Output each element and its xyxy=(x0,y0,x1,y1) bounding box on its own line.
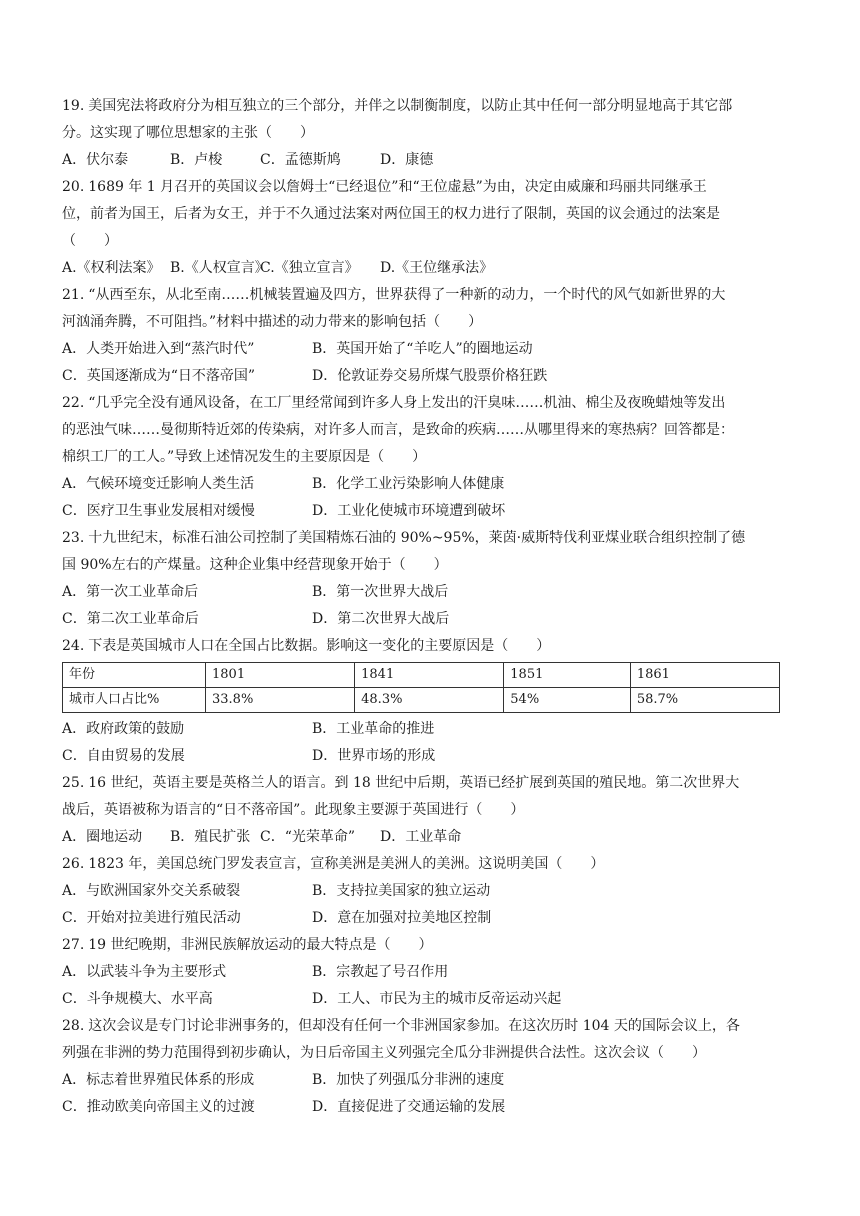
question-24 xyxy=(62,633,792,770)
options-row xyxy=(62,959,792,986)
option-c[interactable]: C．“光荣革命” xyxy=(260,829,356,845)
question-number: 21. xyxy=(62,287,85,303)
question-stem xyxy=(62,633,792,660)
options-row xyxy=(62,363,792,390)
question-text: 16 世纪，英语主要是英格兰人的语言。到 18 世纪中后期，英语已经扩展到英国的殖民地。第二次世界大 xyxy=(88,775,740,791)
question-28 xyxy=(62,1013,792,1121)
question-stem-line xyxy=(62,417,792,444)
question-stem-line xyxy=(62,201,792,228)
option-a[interactable]: A．气候环境变迁影响人类生活 xyxy=(62,476,255,492)
question-stem-line xyxy=(62,309,792,336)
options-row xyxy=(62,1094,792,1121)
option-d[interactable]: D．直接促进了交通运输的发展 xyxy=(312,1099,506,1115)
options-row xyxy=(62,1067,792,1094)
table-cell: 58.7% xyxy=(630,688,779,713)
table-cell: 48.3% xyxy=(355,688,504,713)
option-d[interactable]: D.《王位继承法》 xyxy=(380,260,494,276)
option-c[interactable]: C．孟德斯鸠 xyxy=(260,152,341,168)
question-21 xyxy=(62,282,792,390)
option-c[interactable]: C．自由贸易的发展 xyxy=(62,748,185,764)
options-row xyxy=(62,147,792,174)
table-cell: 1841 xyxy=(355,663,504,688)
question-stem xyxy=(62,770,792,797)
question-stem-line xyxy=(62,228,792,255)
option-b[interactable]: B．加快了列强瓜分非洲的速度 xyxy=(312,1072,505,1088)
option-d[interactable]: D．第二次世界大战后 xyxy=(312,611,450,627)
question-stem-line xyxy=(62,552,792,579)
question-number: 22. xyxy=(62,395,85,411)
option-a[interactable]: A．标志着世界殖民体系的形成 xyxy=(62,1072,255,1088)
question-text: （ ） xyxy=(62,233,118,249)
question-number: 19. xyxy=(62,98,85,114)
option-b[interactable]: B．殖民扩张 xyxy=(170,829,251,845)
option-b[interactable]: B.《人权宣言》 xyxy=(170,260,269,276)
question-text: “几乎完全没有通风设备，在工厂里经常闻到许多人身上发出的汗臭味……机油、棉尘及夜晚蜡烛等发出 xyxy=(88,395,726,411)
question-text: 下表是英国城市人口在全国占比数据。影响这一变化的主要原因是（ ） xyxy=(88,638,551,654)
table-row xyxy=(63,688,780,713)
question-number: 24. xyxy=(62,638,85,654)
table-cell: 1861 xyxy=(630,663,779,688)
question-text: 美国宪法将政府分为相互独立的三个部分，并伴之以制衡制度，以防止其中任何一部分明显地高于其它部 xyxy=(88,98,733,114)
option-a[interactable]: A．与欧洲国家外交关系破裂 xyxy=(62,883,241,899)
table-cell: 33.8% xyxy=(206,688,355,713)
options-row xyxy=(62,471,792,498)
question-number: 23. xyxy=(62,530,85,546)
question-text: 分。这实现了哪位思想家的主张（ ） xyxy=(62,125,314,141)
options-row xyxy=(62,336,792,363)
option-a[interactable]: A．以武装斗争为主要形式 xyxy=(62,964,227,980)
options-row xyxy=(62,743,792,770)
question-stem xyxy=(62,282,792,309)
question-text: 战后，英语被称为语言的“日不落帝国”。此现象主要源于英国进行（ ） xyxy=(62,802,525,818)
option-c[interactable]: C．开始对拉美进行殖民活动 xyxy=(62,910,241,926)
table-cell: 54% xyxy=(504,688,631,713)
table-cell: 年份 xyxy=(63,663,206,688)
option-a[interactable]: A．人类开始进入到“蒸汽时代” xyxy=(62,341,255,357)
question-stem-line xyxy=(62,797,792,824)
option-d[interactable]: D．康德 xyxy=(380,152,434,168)
question-stem xyxy=(62,932,792,959)
option-c[interactable]: C．斗争规模大、水平高 xyxy=(62,991,213,1007)
question-text: “从西至东，从北至南……机械装置遍及四方，世界获得了一种新的动力，一个时代的风气如新世界的大 xyxy=(88,287,726,303)
option-d[interactable]: D．世界市场的形成 xyxy=(312,748,436,764)
question-stem xyxy=(62,851,792,878)
option-a[interactable]: A．第一次工业革命后 xyxy=(62,584,199,600)
option-b[interactable]: B．支持拉美国家的独立运动 xyxy=(312,883,491,899)
question-text: 河汹涌奔腾，不可阻挡。”材料中描述的动力带来的影响包括（ ） xyxy=(62,314,483,330)
question-stem xyxy=(62,525,792,552)
population-table xyxy=(62,662,780,713)
question-stem xyxy=(62,174,792,201)
option-a[interactable]: A．伏尔泰 xyxy=(62,152,129,168)
question-number: 20. xyxy=(62,179,85,195)
question-26 xyxy=(62,851,792,932)
question-text: 十九世纪末，标准石油公司控制了美国精炼石油的 90%~95%，莱茵·威斯特伐利亚煤业联合组织控制了德 xyxy=(88,530,746,546)
options-row xyxy=(62,824,792,851)
option-b[interactable]: B．工业革命的推进 xyxy=(312,721,435,737)
question-25 xyxy=(62,770,792,851)
question-text: 1689 年 1 月召开的英国议会以詹姆士“已经退位”和“王位虚悬”为由，决定由威廉和玛丽共同继承王 xyxy=(88,179,707,195)
question-stem-line xyxy=(62,444,792,471)
option-c[interactable]: C．推动欧美向帝国主义的过渡 xyxy=(62,1099,255,1115)
options-row xyxy=(62,986,792,1013)
question-23 xyxy=(62,525,792,633)
question-number: 28. xyxy=(62,1018,85,1034)
question-20 xyxy=(62,174,792,282)
option-b[interactable]: B．宗教起了号召作用 xyxy=(312,964,449,980)
options-row xyxy=(62,498,792,525)
table-cell: 城市人口占比% xyxy=(63,688,206,713)
question-stem xyxy=(62,390,792,417)
question-text: 1823 年，美国总统门罗发表宣言，宣称美洲是美洲人的美洲。这说明美国（ ） xyxy=(88,856,605,872)
option-a[interactable]: A.《权利法案》 xyxy=(62,260,161,276)
table-cell: 1801 xyxy=(206,663,355,688)
table-cell: 1851 xyxy=(504,663,631,688)
option-d[interactable]: D．工业革命 xyxy=(380,829,462,845)
question-text: 19 世纪晚期，非洲民族解放运动的最大特点是（ ） xyxy=(88,937,433,953)
option-a[interactable]: A．政府政策的鼓励 xyxy=(62,721,185,737)
options-row xyxy=(62,579,792,606)
options-row xyxy=(62,905,792,932)
question-stem-line xyxy=(62,120,792,147)
question-number: 25. xyxy=(62,775,85,791)
question-27 xyxy=(62,932,792,1013)
question-text: 这次会议是专门讨论非洲事务的，但却没有任何一个非洲国家参加。在这次历时 104 天的国际会议上，各 xyxy=(88,1018,740,1034)
question-text: 位，前者为国王，后者为女王，并于不久通过法案对两位国王的权力进行了限制，英国的议会通过的法案是 xyxy=(62,206,720,222)
option-b[interactable]: B．卢梭 xyxy=(170,152,223,168)
options-row xyxy=(62,878,792,905)
table-header-row xyxy=(63,663,780,688)
option-c[interactable]: C.《独立宣言》 xyxy=(260,260,359,276)
question-stem xyxy=(62,93,792,120)
options-row xyxy=(62,255,792,282)
option-b[interactable]: B．第一次世界大战后 xyxy=(312,584,449,600)
question-text: 棉织工厂的工人。”导致上述情况发生的主要原因是（ ） xyxy=(62,449,427,465)
option-c[interactable]: C．英国逐渐成为“日不落帝国” xyxy=(62,368,256,384)
question-text: 的恶浊气味……曼彻斯特近郊的传染病，对许多人而言，是致命的疾病……从哪里得来的寒热病？回答都是： xyxy=(62,422,734,438)
exam-page xyxy=(62,93,792,1121)
option-c[interactable]: C．医疗卫生事业发展相对缓慢 xyxy=(62,503,255,519)
option-d[interactable]: D．伦敦证券交易所煤气股票价格狂跌 xyxy=(312,368,548,384)
question-number: 27. xyxy=(62,937,85,953)
option-d[interactable]: D．工人、市民为主的城市反帝运动兴起 xyxy=(312,991,562,1007)
question-text: 列强在非洲的势力范围得到初步确认，为日后帝国主义列强完全瓜分非洲提供合法性。这次会议（ ） xyxy=(62,1045,706,1061)
option-c[interactable]: C．第二次工业革命后 xyxy=(62,611,199,627)
options-row xyxy=(62,606,792,633)
options-row xyxy=(62,716,792,743)
question-text: 国 90%左右的产煤量。这种企业集中经营现象开始于（ ） xyxy=(62,557,448,573)
question-number: 26. xyxy=(62,856,85,872)
question-22 xyxy=(62,390,792,525)
option-b[interactable]: B．英国开始了“羊吃人”的圈地运动 xyxy=(312,341,533,357)
question-stem-line xyxy=(62,1040,792,1067)
option-d[interactable]: D．意在加强对拉美地区控制 xyxy=(312,910,492,926)
option-b[interactable]: B．化学工业污染影响人体健康 xyxy=(312,476,505,492)
option-d[interactable]: D．工业化使城市环境遭到破坏 xyxy=(312,503,506,519)
question-stem xyxy=(62,1013,792,1040)
question-19 xyxy=(62,93,792,174)
option-a[interactable]: A．圈地运动 xyxy=(62,829,143,845)
